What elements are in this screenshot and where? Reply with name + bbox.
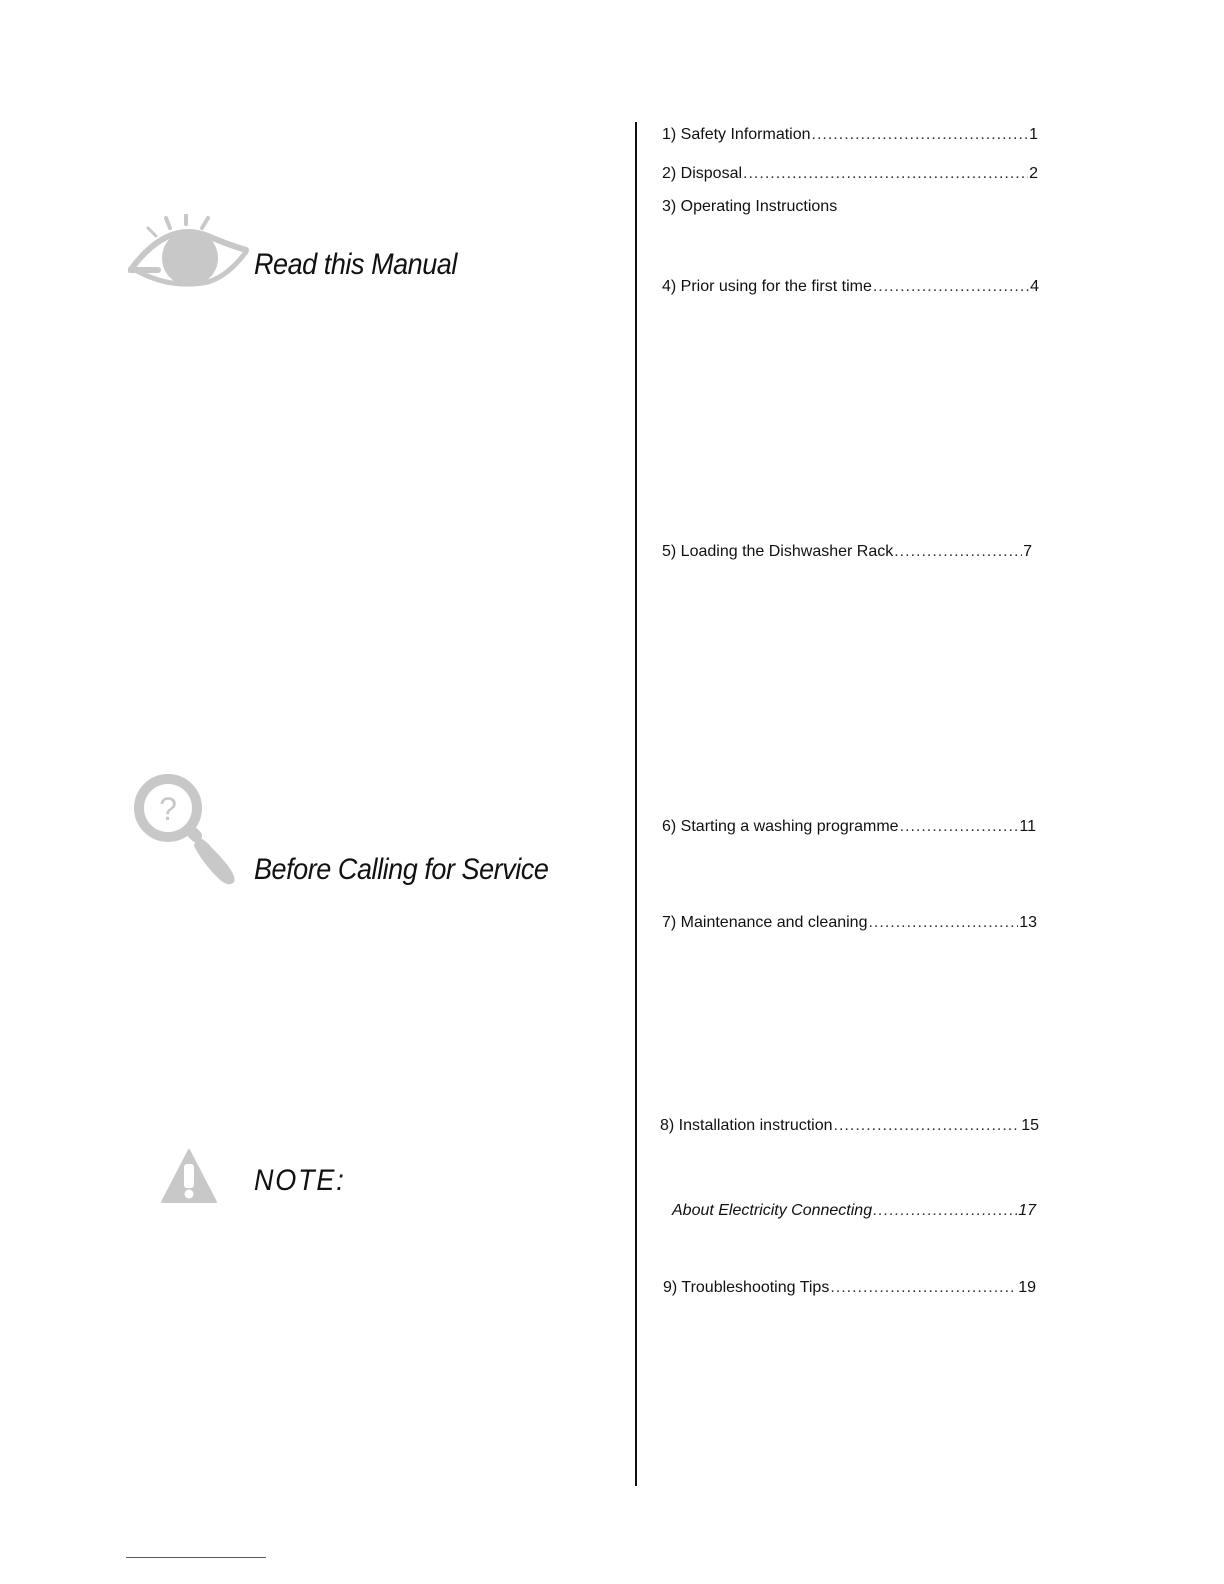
toc-leader bbox=[900, 818, 1019, 836]
toc-label: 9) Troubleshooting Tips bbox=[663, 1279, 830, 1296]
toc-label: 1) Safety Information bbox=[662, 126, 811, 143]
toc-page-number: 19 bbox=[1018, 1279, 1036, 1296]
toc-leader bbox=[894, 543, 1022, 561]
toc-entry-loading-rack[interactable] bbox=[662, 543, 1032, 561]
eye-icon bbox=[128, 214, 250, 292]
magnifier-question-icon bbox=[132, 772, 240, 888]
toc-page-number: 15 bbox=[1021, 1117, 1039, 1134]
toc-page-number: 7 bbox=[1023, 543, 1032, 560]
toc-entry-disposal[interactable] bbox=[662, 165, 1038, 183]
toc-entry-troubleshooting[interactable] bbox=[663, 1279, 1036, 1297]
toc-leader bbox=[873, 278, 1029, 296]
note-heading: NOTE: bbox=[254, 1164, 346, 1197]
toc-label: About Electricity Connecting bbox=[672, 1202, 873, 1219]
toc-page-number: 13 bbox=[1019, 914, 1037, 931]
read-manual-heading: Read this Manual bbox=[254, 248, 457, 281]
toc-leader bbox=[868, 914, 1018, 932]
warning-icon bbox=[160, 1148, 218, 1204]
toc-leader bbox=[873, 1202, 1017, 1220]
toc-entry-maintenance[interactable] bbox=[662, 914, 1037, 932]
footer-rule bbox=[126, 1557, 266, 1558]
toc-leader bbox=[812, 126, 1029, 144]
toc-page-number: 2 bbox=[1029, 165, 1038, 182]
toc-entry-installation[interactable] bbox=[660, 1117, 1039, 1135]
toc-entry-electricity[interactable] bbox=[672, 1202, 1036, 1220]
toc-label: 6) Starting a washing programme bbox=[662, 818, 899, 835]
toc-entry-operating-instructions[interactable] bbox=[662, 198, 837, 216]
toc-page-number: 11 bbox=[1019, 818, 1036, 835]
toc-page-number: 17 bbox=[1018, 1202, 1036, 1219]
toc-page-number: 1 bbox=[1029, 126, 1038, 143]
before-calling-service-heading: Before Calling for Service bbox=[254, 853, 549, 886]
column-divider bbox=[635, 122, 637, 1486]
toc-entry-prior-first-use[interactable] bbox=[662, 278, 1039, 296]
toc-entry-washing-programme[interactable] bbox=[662, 818, 1036, 836]
toc-label: 8) Installation instruction bbox=[660, 1117, 833, 1134]
toc-leader bbox=[830, 1279, 1017, 1297]
toc-label: 5) Loading the Dishwasher Rack bbox=[662, 543, 894, 560]
toc-page-number: 4 bbox=[1030, 278, 1039, 295]
toc-label: 4) Prior using for the first time bbox=[662, 278, 872, 295]
toc-label: 3) Operating Instructions bbox=[662, 198, 838, 215]
toc-label: 2) Disposal bbox=[662, 165, 743, 182]
svg-text:?: ? bbox=[159, 791, 177, 827]
toc-entry-safety[interactable] bbox=[662, 126, 1038, 144]
toc-leader bbox=[834, 1117, 1021, 1135]
toc-leader bbox=[743, 165, 1028, 183]
toc-label: 7) Maintenance and cleaning bbox=[662, 914, 868, 931]
